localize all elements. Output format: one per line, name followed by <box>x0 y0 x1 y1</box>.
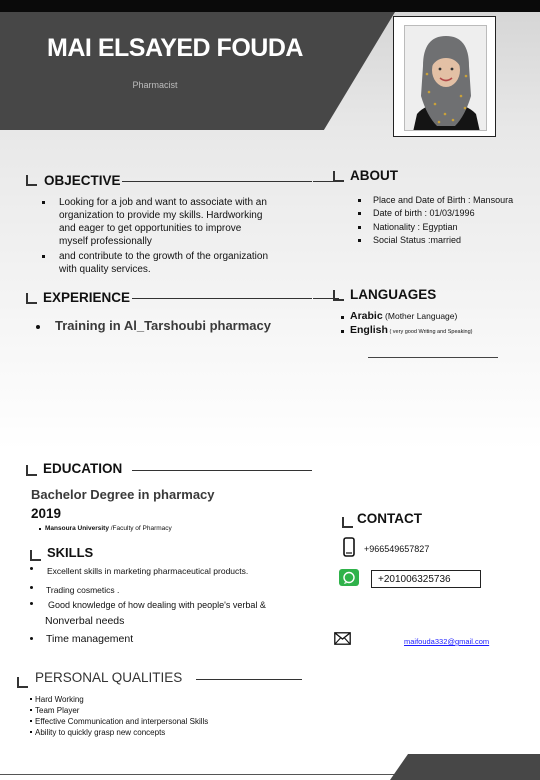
quality-bullet <box>30 731 32 733</box>
about-item: Nationality : Egyptian <box>373 222 458 232</box>
objective-bullet <box>42 201 45 204</box>
objective-line: myself professionally <box>59 236 152 247</box>
qualities-rule <box>196 679 302 680</box>
quality-bullet <box>30 709 32 711</box>
footer-banner <box>390 754 540 780</box>
languages-marker <box>333 290 344 301</box>
language-bullet <box>341 316 344 319</box>
about-title: ABOUT <box>350 168 398 183</box>
about-item: Date of birth : 01/03/1996 <box>373 208 475 218</box>
skills-title: SKILLS <box>47 545 94 560</box>
language-name: Arabic <box>350 310 383 322</box>
objective-rule <box>122 181 312 182</box>
objective-line: and eager to get opportunities to improve <box>59 223 242 234</box>
contact-phone-2[interactable]: +201006325736 <box>378 574 451 585</box>
candidate-role: Pharmacist <box>132 80 178 90</box>
experience-marker <box>26 293 37 304</box>
objective-title: OBJECTIVE <box>44 173 121 188</box>
header-banner <box>0 12 395 130</box>
objective-bullet <box>42 255 45 258</box>
skill-item: Excellent skills in marketing pharmaceutical products. <box>47 566 249 576</box>
language-note: ( very good Writing and Speaking) <box>387 329 473 335</box>
experience-rule <box>132 298 312 299</box>
contact-email[interactable]: maifouda332@gmail.com <box>404 637 490 646</box>
qualities-marker <box>17 677 28 688</box>
profile-photo-image <box>404 25 487 131</box>
about-bullet <box>358 226 361 229</box>
skill-item: Nonverbal needs <box>45 615 125 627</box>
language-item-arabic <box>350 310 457 323</box>
education-degree: Bachelor Degree in pharmacy <box>31 487 215 502</box>
quality-item: Hard Working <box>35 695 84 704</box>
about-bullet <box>358 212 361 215</box>
quality-item: Ability to quickly grasp new concepts <box>35 728 166 737</box>
skill-bullet <box>30 637 33 640</box>
skill-item: Time management <box>46 633 134 645</box>
experience-title: EXPERIENCE <box>43 290 131 305</box>
objective-line: with quality services. <box>59 264 151 275</box>
skills-marker <box>30 550 41 561</box>
quality-item: Team Player <box>35 706 80 715</box>
contact-phone-1[interactable]: +966549657827 <box>364 544 430 554</box>
education-bullet <box>39 528 41 530</box>
languages-title: LANGUAGES <box>350 287 437 302</box>
education-marker <box>26 465 37 476</box>
objective-line: organization to provide my skills. Hardworking <box>59 210 263 221</box>
about-bullet <box>358 239 361 242</box>
skill-item: Trading cosmetics . <box>46 585 120 595</box>
portrait-illustration <box>405 26 487 131</box>
objective-line: and contribute to the growth of the organization <box>59 251 269 262</box>
language-item-english <box>350 324 473 339</box>
education-title: EDUCATION <box>43 461 123 476</box>
experience-bullet <box>36 325 40 329</box>
candidate-name: MAI ELSAYED FOUDA <box>47 34 303 62</box>
about-bullet <box>358 199 361 202</box>
phone-icon <box>343 537 355 557</box>
about-item: Social Status :married <box>373 235 462 245</box>
objective-marker <box>26 175 37 186</box>
objective-line: Looking for a job and want to associate with an <box>59 197 267 208</box>
qualities-title: PERSONAL QUALITIES <box>35 670 183 685</box>
profile-photo <box>393 16 496 137</box>
quality-bullet <box>30 720 32 722</box>
skill-bullet <box>30 567 33 570</box>
contact-title: CONTACT <box>357 511 422 526</box>
contact-marker <box>342 517 353 528</box>
education-university: Mansoura University <box>45 525 109 532</box>
about-marker <box>333 171 344 182</box>
language-name: English <box>350 324 388 336</box>
skill-bullet <box>30 602 33 605</box>
experience-item: Training in Al_Tarshoubi pharmacy <box>55 318 271 333</box>
skill-bullet <box>30 586 33 589</box>
envelope-icon <box>334 632 351 645</box>
language-note: (Mother Language) <box>382 311 458 321</box>
whatsapp-icon <box>339 569 359 586</box>
skill-item: Good knowledge of how dealing with people's verbal & <box>48 600 266 610</box>
language-bullet <box>341 330 344 333</box>
education-faculty: /Faculty of Pharmacy <box>108 525 172 532</box>
languages-underline <box>368 357 498 358</box>
quality-item: Effective Communication and interpersonal Skills <box>35 717 209 726</box>
education-university-line <box>45 524 172 534</box>
about-item: Place and Date of Birth : Mansoura <box>373 195 514 205</box>
education-rule <box>132 470 312 471</box>
education-year: 2019 <box>31 506 62 521</box>
top-bar <box>0 0 540 12</box>
quality-bullet <box>30 698 32 700</box>
